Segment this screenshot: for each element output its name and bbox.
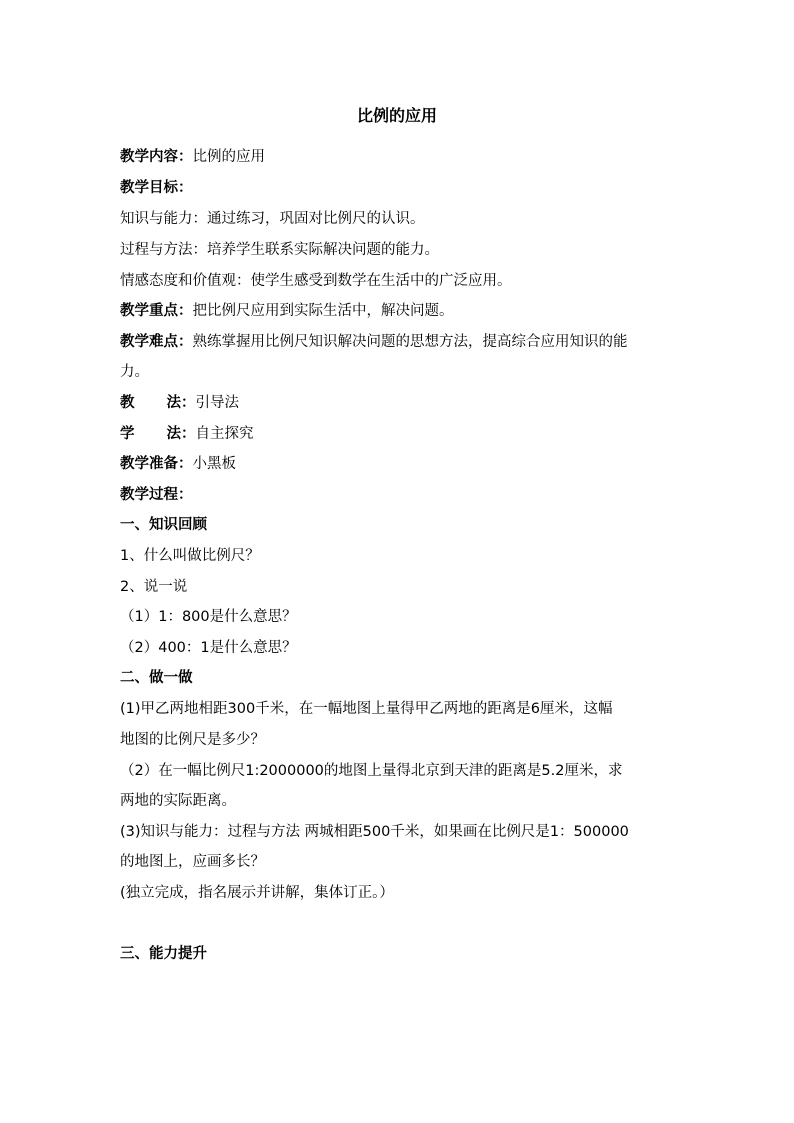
teach-method-char1: 教 xyxy=(120,395,135,411)
section2-problem2-cont: 两地的实际距离。 xyxy=(120,793,236,809)
key-point-label: 教学重点： xyxy=(120,303,193,319)
content-value: 比例的应用 xyxy=(192,149,265,165)
section1-heading: 一、知识回顾 xyxy=(120,517,207,533)
page-title: 比例的应用 xyxy=(356,106,437,125)
goals-label: 教学目标： xyxy=(120,180,193,196)
section2-problem3: (3)知识与能力：过程与方法 两城相距500千米，如果画在比例尺是1：500000 xyxy=(120,824,629,840)
teach-method-line xyxy=(120,392,680,414)
section3-heading: 三、能力提升 xyxy=(120,946,207,962)
process-label: 教学过程： xyxy=(120,487,193,503)
prep-line xyxy=(120,453,680,475)
teach-method-label xyxy=(120,395,196,411)
learn-method-char2: 法： xyxy=(166,426,196,442)
teach-method-value: 引导法 xyxy=(195,395,239,411)
section1-q2a: （1）1：800是什么意思？ xyxy=(120,609,297,625)
goal-item: 知识与能力：通过练习，巩固对比例尺的认识。 xyxy=(120,211,425,227)
section1-q2b: （2）400：1是什么意思？ xyxy=(120,640,297,656)
teach-method-char2: 法： xyxy=(166,395,196,411)
prep-label: 教学准备： xyxy=(120,456,193,472)
content-label: 教学内容： xyxy=(120,149,193,165)
content-line xyxy=(120,146,680,168)
section2-problem1: (1)甲乙两地相距300千米，在一幅地图上量得甲乙两地的距离是6厘米，这幅 xyxy=(120,701,613,717)
difficulty-label: 教学难点： xyxy=(120,334,193,350)
section2-problem2: （2）在一幅比例尺1:2000000的地图上量得北京到天津的距离是5.2厘米，求 xyxy=(120,763,623,779)
key-point-line xyxy=(120,300,680,322)
section2-note: (独立完成，指名展示并讲解，集体订正。） xyxy=(120,885,394,901)
section2-problem3-cont: 的地图上，应画多长？ xyxy=(120,854,265,870)
prep-value: 小黑板 xyxy=(192,456,236,472)
section1-q1: 1、什么叫做比例尺？ xyxy=(120,548,260,564)
difficulty-continuation: 力。 xyxy=(120,364,149,380)
learn-method-label xyxy=(120,426,196,442)
goal-item: 过程与方法：培养学生联系实际解决问题的能力。 xyxy=(120,242,439,258)
goal-item: 情感态度和价值观：使学生感受到数学在生活中的广泛应用。 xyxy=(120,273,512,289)
learn-method-char1: 学 xyxy=(120,426,135,442)
difficulty-line xyxy=(120,331,680,353)
learn-method-line xyxy=(120,423,680,445)
section2-problem1-cont: 地图的比例尺是多少？ xyxy=(120,732,265,748)
section1-q2: 2、说一说 xyxy=(120,579,188,595)
section2-heading: 二、做一做 xyxy=(120,670,193,686)
key-point-value: 把比例尺应用到实际生活中，解决问题。 xyxy=(192,303,454,319)
difficulty-value: 熟练掌握用比例尺知识解决问题的思想方法，提高综合应用知识的能 xyxy=(192,334,628,350)
learn-method-value: 自主探究 xyxy=(195,426,254,442)
